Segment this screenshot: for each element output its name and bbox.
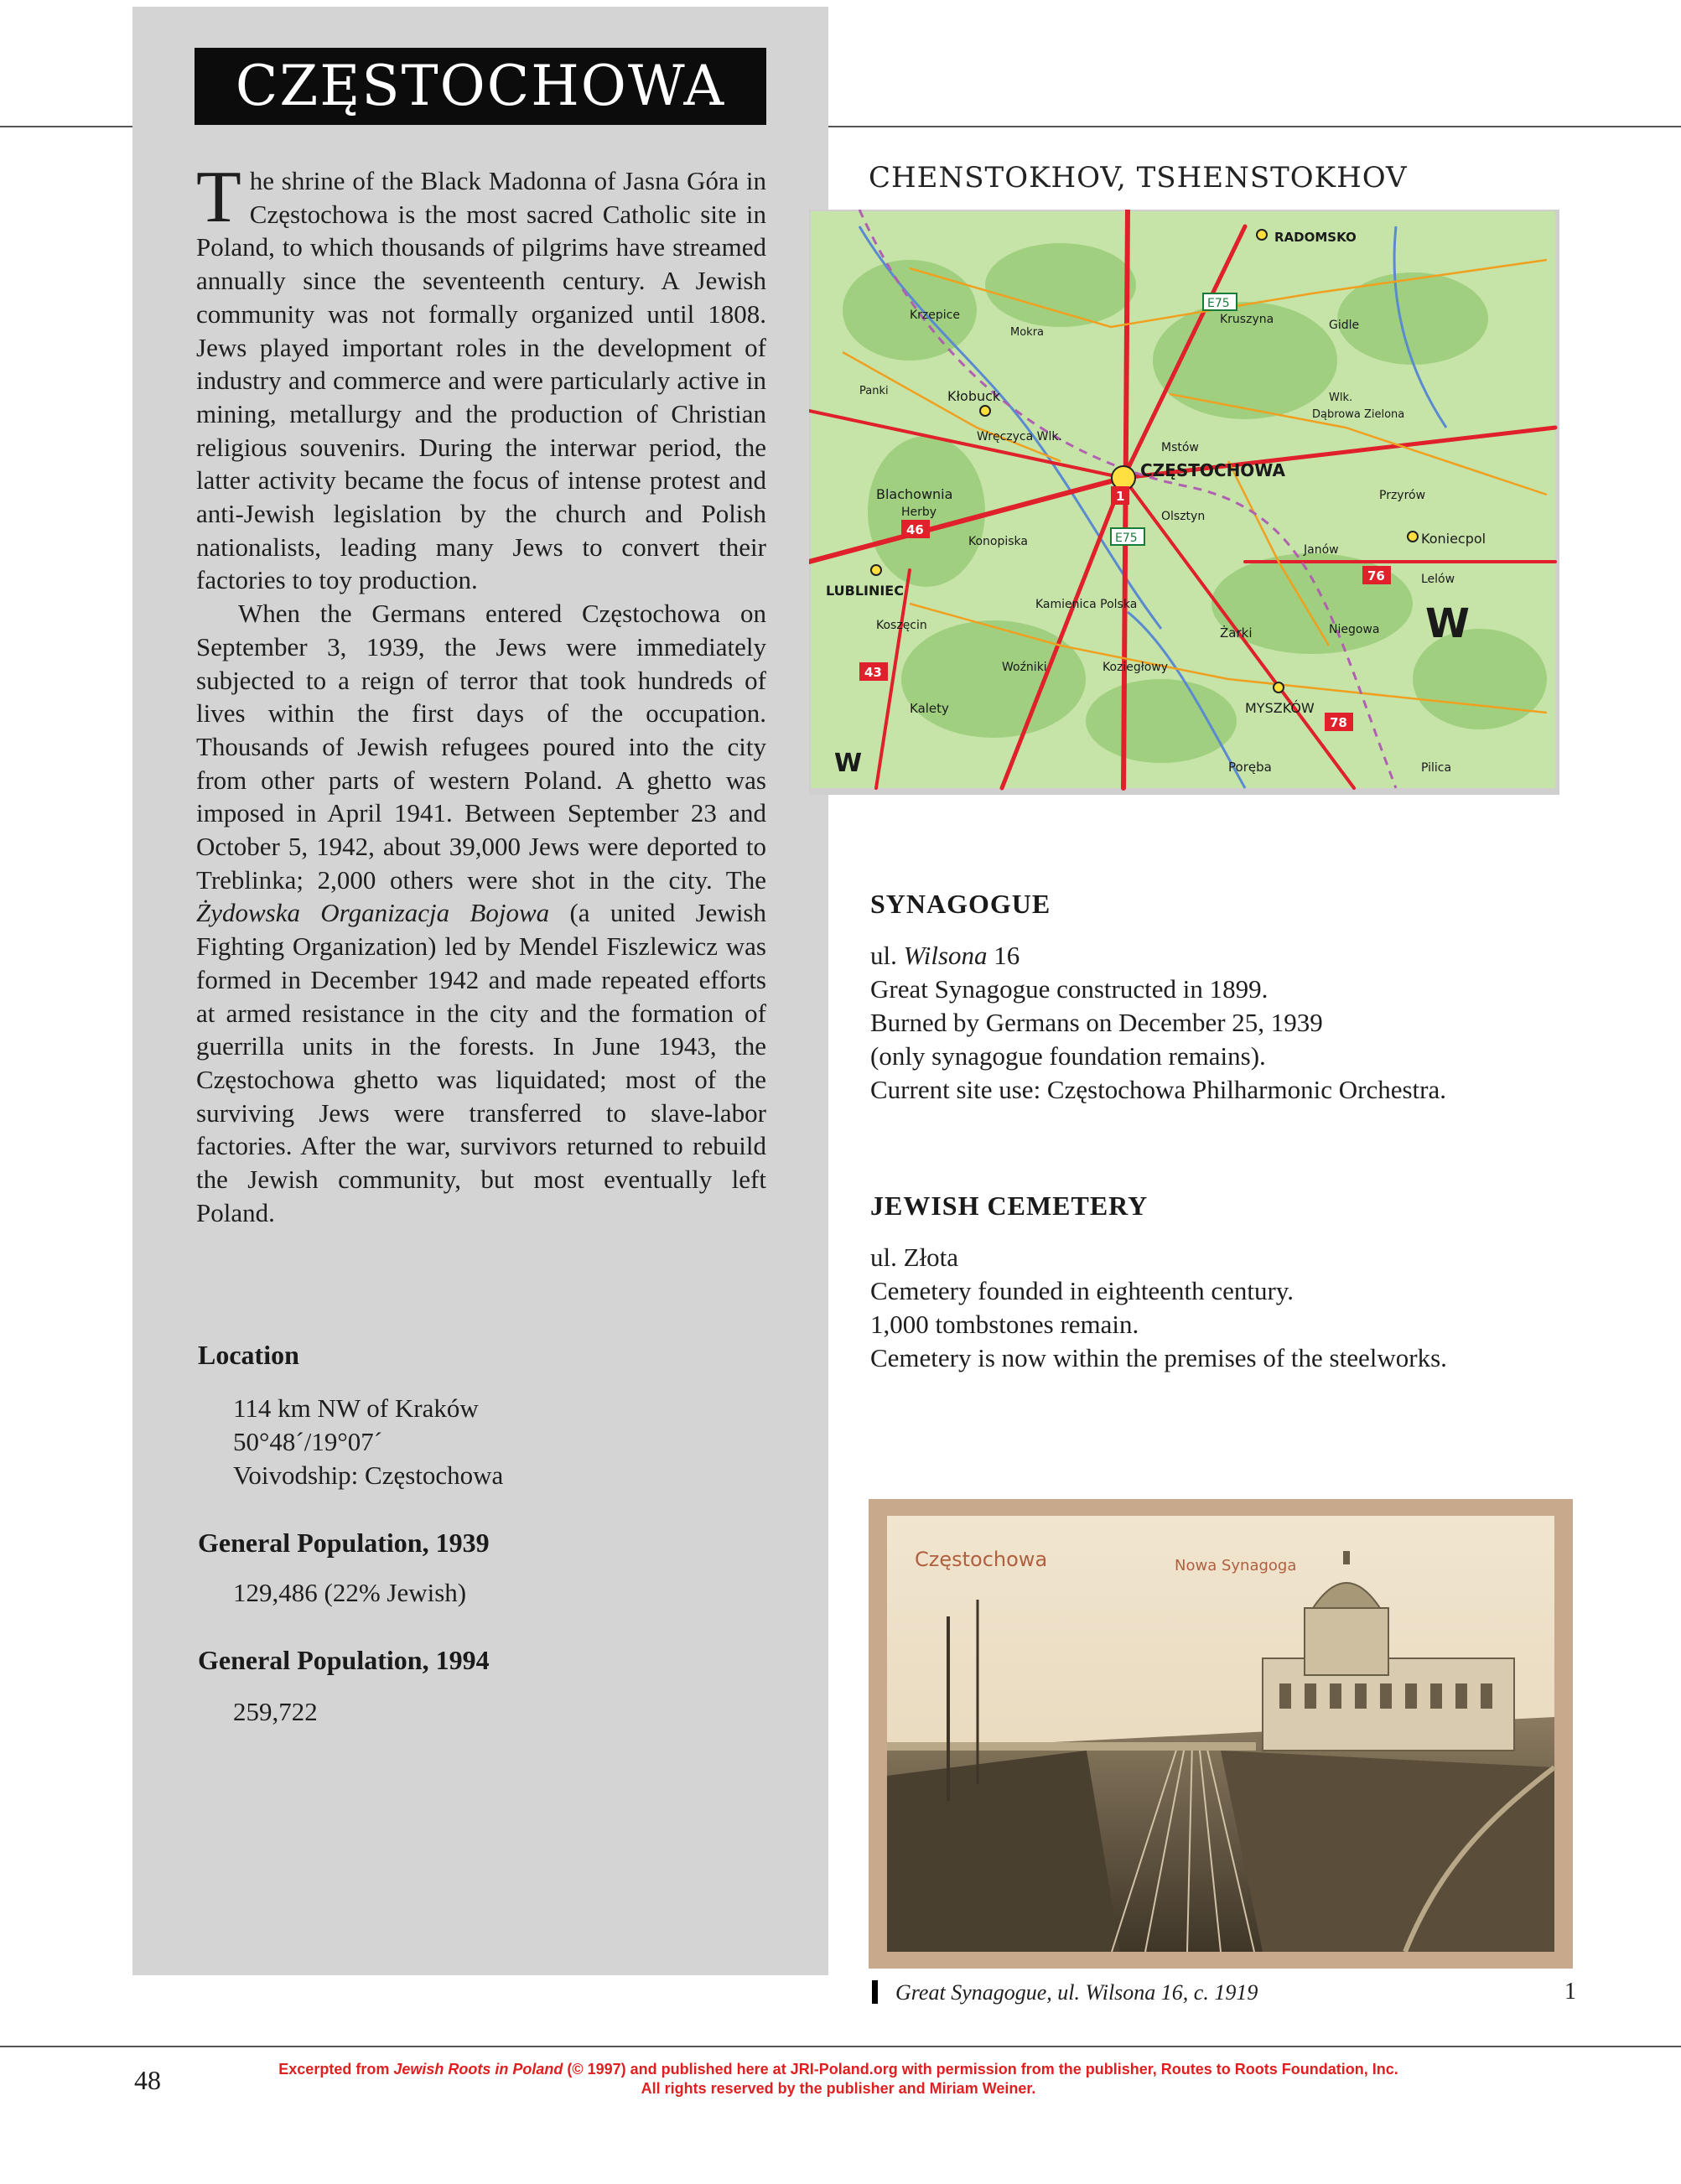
location-coordinates: 50°48´/19°07´ bbox=[233, 1427, 383, 1456]
road-shield-e75: E75 bbox=[1207, 297, 1230, 310]
intro-text bbox=[196, 157, 766, 1230]
map-label: Poręba bbox=[1228, 760, 1272, 775]
page-number: 48 bbox=[134, 2065, 161, 2095]
map-label: Przyrów bbox=[1379, 489, 1426, 502]
synagogue-address: ul. Wilsona 16 bbox=[870, 941, 1020, 970]
cemetery-details bbox=[870, 1241, 1447, 1375]
synagogue-heading: SYNAGOGUE bbox=[870, 889, 1051, 919]
map-voivodship-letter: W bbox=[1425, 600, 1470, 647]
postcard-illustration bbox=[869, 1499, 1573, 1969]
cemetery-address: ul. Złota bbox=[870, 1242, 959, 1272]
road-number-1: 1 bbox=[1116, 489, 1125, 504]
map-label: Woźniki bbox=[1002, 661, 1047, 674]
map-label: Blachownia bbox=[876, 486, 953, 502]
location-heading: Location bbox=[198, 1340, 299, 1370]
location-values bbox=[233, 1392, 503, 1492]
photo-caption: Great Synagogue, ul. Wilsona 16, c. 1919 bbox=[895, 1980, 1258, 2005]
map-label: Kamienica Polska bbox=[1035, 598, 1138, 611]
map-label: CZĘSTOCHOWA bbox=[1140, 460, 1285, 480]
cemetery-line: 1,000 tombstones remain. bbox=[870, 1310, 1139, 1339]
page-title: CZĘSTOCHOWA bbox=[195, 48, 766, 125]
map-label: Pilica bbox=[1421, 761, 1452, 775]
map-label: MYSZKÓW bbox=[1245, 700, 1315, 716]
cemetery-line: Cemetery is now within the premises of the steelworks. bbox=[870, 1343, 1447, 1372]
location-distance: 114 km NW of Kraków bbox=[233, 1393, 479, 1423]
map-label: LUBLINIEC bbox=[826, 583, 904, 599]
synagogue-line: Burned by Germans on December 25, 1939 bbox=[870, 1008, 1323, 1037]
synagogue-line: Current site use: Częstochowa Philharmonic Orchestra. bbox=[870, 1075, 1446, 1104]
population-1939-heading: General Population, 1939 bbox=[198, 1528, 490, 1558]
synagogue-postcard-photo bbox=[869, 1499, 1573, 1969]
bottom-rule bbox=[0, 2046, 1681, 2047]
map-label: Konopiska bbox=[968, 535, 1028, 548]
map-label: Koniecpol bbox=[1421, 531, 1486, 547]
postcard-embankment-right bbox=[1221, 1751, 1554, 1952]
map-label: Olsztyn bbox=[1161, 510, 1206, 523]
map-label: RADOMSKO bbox=[1274, 230, 1357, 245]
road-number-43: 43 bbox=[864, 665, 882, 680]
map-label: Wręczyca Wlk. bbox=[977, 430, 1062, 444]
map-label: Dąbrowa Zielona bbox=[1312, 408, 1405, 421]
postcard-horizon bbox=[887, 1742, 1256, 1751]
cemetery-line: Cemetery founded in eighteenth century. bbox=[870, 1276, 1294, 1305]
map-label: Koziegłowy bbox=[1103, 661, 1169, 674]
map-label: Janów bbox=[1304, 543, 1339, 557]
map-illustration bbox=[809, 210, 1559, 795]
intro-paragraph-2: When the Germans entered Częstochowa on September 3, 1939, the Jews were immediately subjected to a reign of terror that took hundreds of lives within the first days of the occupation. Thousands of Jewish refugees poured into the city from other parts of western Poland. A ghetto was imposed in April 1941. Between September 23 and October 5, 1942, about 39,000 Jews were deported to Treblinka; 2,000 others were shot in the city. The Żydowska Organizacja Bojowa (a united Jewish Fighting Organization) led by Mendel Fiszlewicz was formed in December 1942 and made repeated efforts at armed resistance in the city and the formation of guerrilla units in the forests. In June 1943, the Częstochowa ghetto was liquidated; most of the surviving Jews were transferred to slave-labor factories. After the war, survivors returned to rebuild the Jewish community, but most eventually left Poland. bbox=[196, 599, 766, 1227]
map-label: Kruszyna bbox=[1220, 313, 1274, 326]
map-voivodship-letter: W bbox=[834, 749, 863, 778]
map-label: Kalety bbox=[910, 701, 949, 716]
road-number-78: 78 bbox=[1330, 715, 1347, 730]
intro-paragraph-1: The shrine of the Black Madonna of Jasna Góra in Częstochowa is the most sacred Catholic site in Poland, to which thousands of pilgrims have streamed annually since the seventeenth century. A Jewish community was not formally organized until 1808. Jews played important roles in the development of industry and commerce and were particularly active in mining, metallurgy and the production of Christian religious souvenirs. During the interwar period, the latter activity became the focus of intense protest and anti-Jewish legislation by the church and Polish nationalists, leading many Jews to convert their factories to toy production. bbox=[196, 157, 766, 595]
road-number-46: 46 bbox=[906, 522, 924, 537]
map-title: CHENSTOKHOV, TSHENSTOKHOV bbox=[869, 161, 1408, 195]
population-1994-value: 259,722 bbox=[233, 1697, 318, 1726]
synagogue-line: Great Synagogue constructed in 1899. bbox=[870, 974, 1269, 1004]
synagogue-details bbox=[870, 939, 1446, 1107]
map-label: Herby bbox=[901, 506, 937, 519]
road-shield-e75: E75 bbox=[1115, 532, 1138, 545]
map-label: Pankі bbox=[859, 385, 889, 397]
drop-cap: T bbox=[196, 157, 241, 238]
postcard-label-city: Częstochowa bbox=[915, 1548, 1048, 1571]
footer-line-2: All rights reserved by the publisher and Miriam Weiner. bbox=[641, 2080, 1036, 2097]
map-label: Kłobuck bbox=[947, 388, 1001, 404]
population-1939-value: 129,486 (22% Jewish) bbox=[233, 1578, 467, 1607]
map-label: Wlk. bbox=[1329, 392, 1353, 404]
region-map bbox=[809, 210, 1559, 795]
cemetery-heading: JEWISH CEMETERY bbox=[870, 1191, 1149, 1221]
postcard-label-synagogue: Nowa Synagoga bbox=[1175, 1557, 1297, 1574]
map-label: Koszęcin bbox=[876, 619, 927, 632]
photo-number: 1 bbox=[1564, 1979, 1576, 2005]
map-label: Żarki bbox=[1220, 625, 1253, 641]
map-label: Krzepice bbox=[910, 309, 960, 322]
road-number-76: 76 bbox=[1367, 568, 1385, 584]
map-label: Lelów bbox=[1421, 573, 1455, 586]
footer-line-1: Excerpted from Jewish Roots in Poland (© 1997) and published here at JRI-Poland.org with permission from the publisher, Routes to Roots Foundation, Inc. bbox=[278, 2061, 1398, 2078]
synagogue-line: (only synagogue foundation remains). bbox=[870, 1041, 1266, 1071]
population-1994-heading: General Population, 1994 bbox=[198, 1645, 490, 1675]
map-label: Gidle bbox=[1329, 319, 1360, 332]
copyright-footer bbox=[184, 2060, 1492, 2098]
map-label: Mstów bbox=[1161, 441, 1199, 454]
location-voivodship: Voivodship: Częstochowa bbox=[233, 1460, 504, 1490]
map-label: Niegowa bbox=[1329, 623, 1380, 636]
postcard-embankment-left bbox=[887, 1751, 1120, 1952]
map-label: Mokra bbox=[1010, 326, 1045, 339]
caption-marker bbox=[872, 1980, 878, 2004]
